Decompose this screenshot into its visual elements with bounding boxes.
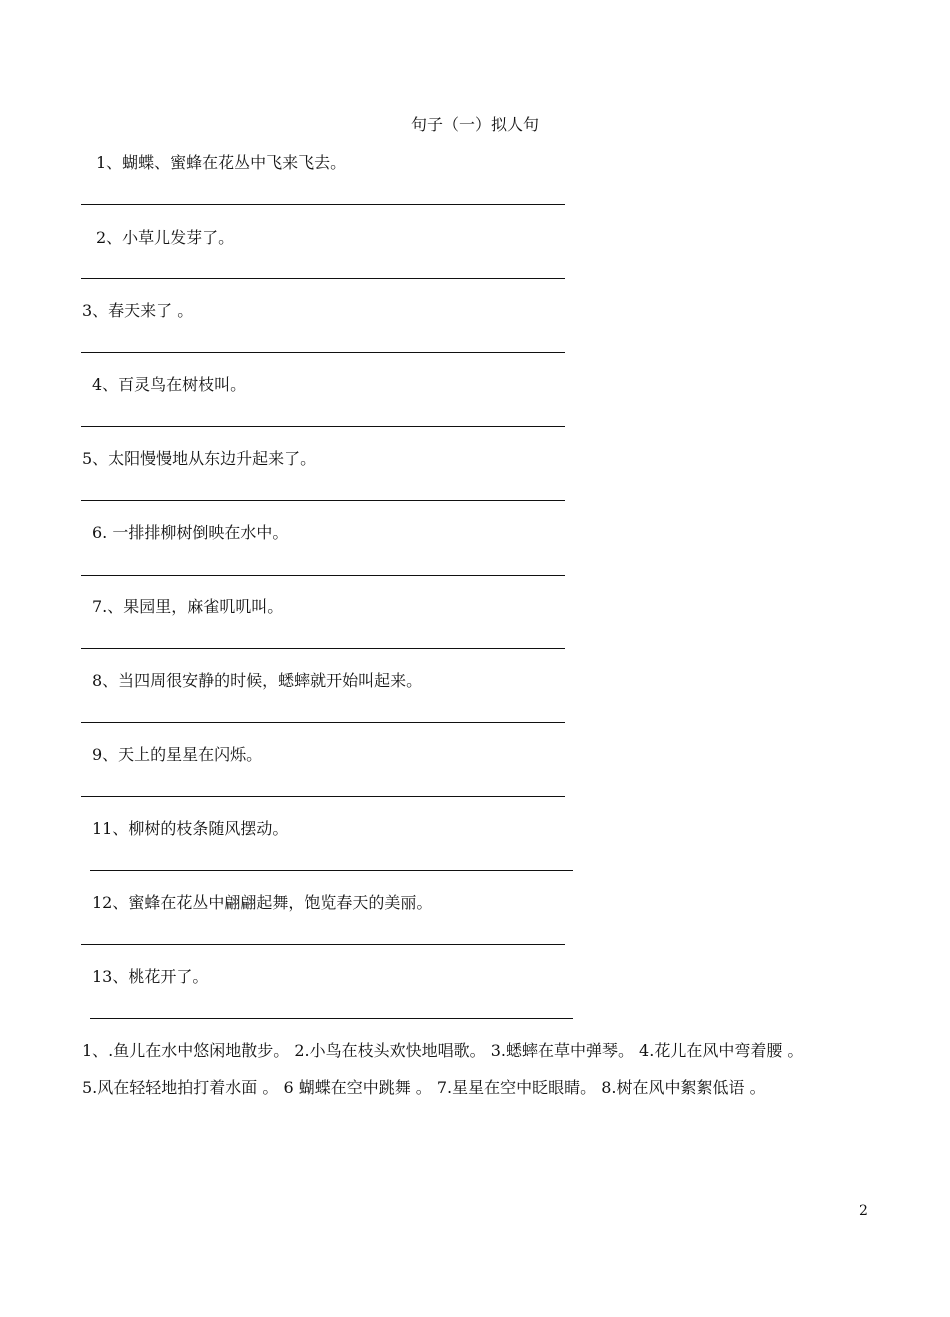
question-12: 12、蜜蜂在花丛中翩翩起舞，饱览春天的美丽。 — [92, 893, 433, 912]
answer-line-9 — [81, 796, 565, 797]
answer-line-13 — [90, 1018, 573, 1019]
question-3: 3、春天来了 。 — [82, 301, 194, 320]
question-6: 6. 一排排柳树倒映在水中。 — [92, 523, 289, 542]
answer-line-7 — [81, 648, 565, 649]
answer-line-3 — [81, 352, 565, 353]
answer-line-5 — [81, 500, 565, 501]
question-8: 8、当四周很安静的时候，蟋蟀就开始叫起来。 — [92, 671, 423, 690]
question-13: 13、桃花开了。 — [92, 967, 209, 986]
question-5: 5、太阳慢慢地从东边升起来了。 — [82, 449, 317, 468]
question-11: 11、柳树的枝条随风摆动。 — [92, 819, 289, 838]
question-4: 4、百灵鸟在树枝叫。 — [92, 375, 247, 394]
answer-line-6 — [81, 575, 565, 576]
example-sentences-line-1: 1、.鱼儿在水中悠闲地散步。 2.小鸟在枝头欢快地唱歌。 3.蟋蟀在草中弹琴。 4.花儿在风中弯着腰 。 — [82, 1041, 804, 1060]
page-title: 句子（一）拟人句 — [410, 115, 539, 134]
answer-line-4 — [81, 426, 565, 427]
answer-line-11 — [90, 870, 573, 871]
question-7: 7.、果园里，麻雀叽叽叫。 — [92, 597, 284, 616]
answer-line-1 — [81, 204, 565, 205]
answer-line-12 — [81, 944, 565, 945]
answer-line-2 — [81, 278, 565, 279]
page-number: 2 — [859, 1203, 868, 1219]
question-9: 9、天上的星星在闪烁。 — [92, 745, 263, 764]
question-2: 2、小草儿发芽了。 — [96, 228, 235, 247]
answer-line-8 — [81, 722, 565, 723]
example-sentences-line-2: 5.风在轻轻地拍打着水面 。 6 蝴蝶在空中跳舞 。 7.星星在空中眨眼睛。 8.树在风中絮絮低语 。 — [82, 1078, 766, 1097]
question-1: 1、蝴蝶、蜜蜂在花丛中飞来飞去。 — [96, 153, 347, 172]
